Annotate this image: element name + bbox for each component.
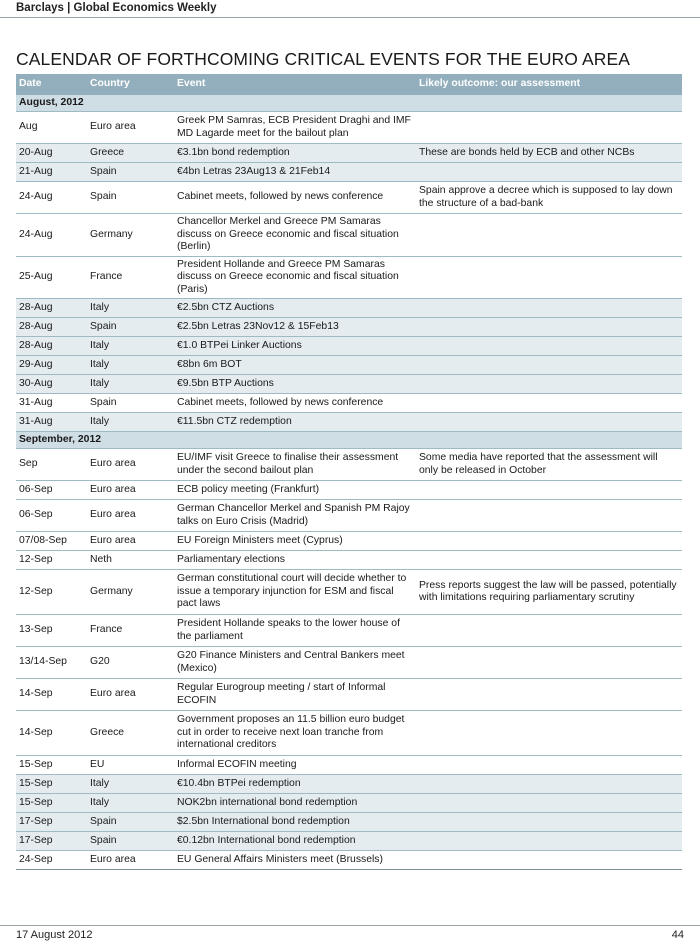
cell-event: €11.5bn CTZ redemption bbox=[174, 413, 416, 432]
cell-country: Germany bbox=[87, 214, 174, 257]
cell-date: 12-Sep bbox=[16, 570, 87, 615]
table-row bbox=[16, 775, 682, 794]
cell-outcome bbox=[416, 163, 682, 182]
table-row bbox=[16, 481, 682, 500]
table-row bbox=[16, 551, 682, 570]
cell-date: Sep bbox=[16, 449, 87, 481]
table-row bbox=[16, 299, 682, 318]
cell-date: 15-Sep bbox=[16, 756, 87, 775]
cell-date: Aug bbox=[16, 112, 87, 144]
cell-outcome bbox=[416, 794, 682, 813]
cell-outcome bbox=[416, 532, 682, 551]
cell-country: Spain bbox=[87, 163, 174, 182]
cell-event: $2.5bn International bond redemption bbox=[174, 813, 416, 832]
cell-outcome bbox=[416, 679, 682, 711]
cell-outcome: Spain approve a decree which is supposed to lay down the structure of a bad-bank bbox=[416, 182, 682, 214]
cell-date: 29-Aug bbox=[16, 356, 87, 375]
table-row bbox=[16, 337, 682, 356]
cell-event: €2.5bn CTZ Auctions bbox=[174, 299, 416, 318]
table-row bbox=[16, 256, 682, 299]
cell-outcome bbox=[416, 551, 682, 570]
footer-divider bbox=[0, 925, 700, 926]
cell-country: Spain bbox=[87, 813, 174, 832]
cell-date: 21-Aug bbox=[16, 163, 87, 182]
cell-date: 24-Aug bbox=[16, 214, 87, 257]
cell-outcome bbox=[416, 356, 682, 375]
cell-outcome bbox=[416, 615, 682, 647]
table-row bbox=[16, 532, 682, 551]
table-row bbox=[16, 394, 682, 413]
table-row bbox=[16, 356, 682, 375]
table-row bbox=[16, 615, 682, 647]
cell-country: Greece bbox=[87, 144, 174, 163]
table-row bbox=[16, 756, 682, 775]
cell-event: German constitutional court will decide whether to issue a temporary injunction for ESM and fiscal pact laws bbox=[174, 570, 416, 615]
cell-date: 17-Sep bbox=[16, 832, 87, 851]
cell-event: €1.0 BTPei Linker Auctions bbox=[174, 337, 416, 356]
cell-date: 28-Aug bbox=[16, 318, 87, 337]
table-row bbox=[16, 794, 682, 813]
running-header bbox=[0, 0, 700, 18]
cell-outcome: Press reports suggest the law will be passed, potentially with limitations requiring parliamentary scrutiny bbox=[416, 570, 682, 615]
cell-country: Spain bbox=[87, 394, 174, 413]
cell-date: 31-Aug bbox=[16, 394, 87, 413]
cell-outcome: These are bonds held by ECB and other NCBs bbox=[416, 144, 682, 163]
cell-country: Euro area bbox=[87, 112, 174, 144]
cell-country: Italy bbox=[87, 337, 174, 356]
table-row bbox=[16, 813, 682, 832]
column-header-outcome: Likely outcome: our assessment bbox=[416, 74, 682, 95]
cell-outcome bbox=[416, 756, 682, 775]
section-label: August, 2012 bbox=[16, 95, 682, 112]
cell-country: EU bbox=[87, 756, 174, 775]
cell-event: €8bn 6m BOT bbox=[174, 356, 416, 375]
cell-event: Informal ECOFIN meeting bbox=[174, 756, 416, 775]
page-title: CALENDAR OF FORTHCOMING CRITICAL EVENTS FOR THE EURO AREA bbox=[16, 48, 631, 69]
cell-outcome bbox=[416, 214, 682, 257]
cell-country: Greece bbox=[87, 711, 174, 756]
cell-country: Italy bbox=[87, 775, 174, 794]
cell-country: Euro area bbox=[87, 679, 174, 711]
cell-country: Euro area bbox=[87, 449, 174, 481]
events-calendar-table bbox=[16, 74, 682, 870]
cell-country: Italy bbox=[87, 375, 174, 394]
cell-outcome: Some media have reported that the assessment will only be released in October bbox=[416, 449, 682, 481]
column-header-date: Date bbox=[16, 74, 87, 95]
table-row bbox=[16, 832, 682, 851]
table-row bbox=[16, 375, 682, 394]
cell-country: Italy bbox=[87, 794, 174, 813]
cell-outcome bbox=[416, 500, 682, 532]
cell-event: €4bn Letras 23Aug13 & 21Feb14 bbox=[174, 163, 416, 182]
cell-outcome bbox=[416, 775, 682, 794]
cell-event: NOK2bn international bond redemption bbox=[174, 794, 416, 813]
cell-date: 15-Sep bbox=[16, 794, 87, 813]
cell-date: 07/08-Sep bbox=[16, 532, 87, 551]
page-number: 44 bbox=[671, 929, 684, 941]
cell-event: Cabinet meets, followed by news conference bbox=[174, 394, 416, 413]
cell-country: Italy bbox=[87, 356, 174, 375]
cell-outcome bbox=[416, 413, 682, 432]
header-text: Barclays | Global Economics Weekly bbox=[16, 2, 217, 14]
cell-event: €0.12bn International bond redemption bbox=[174, 832, 416, 851]
cell-date: 06-Sep bbox=[16, 481, 87, 500]
section-header-row bbox=[16, 95, 682, 112]
column-header-country: Country bbox=[87, 74, 174, 95]
table-header-row bbox=[16, 74, 682, 95]
cell-country: Italy bbox=[87, 413, 174, 432]
cell-country: Euro area bbox=[87, 500, 174, 532]
cell-outcome bbox=[416, 256, 682, 299]
cell-event: President Hollande and Greece PM Samaras discuss on Greece economic and fiscal situation (Paris) bbox=[174, 256, 416, 299]
cell-event: Chancellor Merkel and Greece PM Samaras discuss on Greece economic and fiscal situation (Berlin) bbox=[174, 214, 416, 257]
cell-date: 17-Sep bbox=[16, 813, 87, 832]
cell-event: Greek PM Samras, ECB President Draghi and IMF MD Lagarde meet for the bailout plan bbox=[174, 112, 416, 144]
cell-event: €10.4bn BTPei redemption bbox=[174, 775, 416, 794]
cell-country: Euro area bbox=[87, 532, 174, 551]
cell-event: EU/IMF visit Greece to finalise their assessment under the second bailout plan bbox=[174, 449, 416, 481]
cell-date: 15-Sep bbox=[16, 775, 87, 794]
cell-date: 14-Sep bbox=[16, 711, 87, 756]
table-row bbox=[16, 413, 682, 432]
cell-country: Euro area bbox=[87, 851, 174, 870]
footer-date: 17 August 2012 bbox=[16, 929, 93, 941]
cell-date: 13-Sep bbox=[16, 615, 87, 647]
cell-event: ECB policy meeting (Frankfurt) bbox=[174, 481, 416, 500]
cell-outcome bbox=[416, 337, 682, 356]
table-row bbox=[16, 163, 682, 182]
cell-event: Government proposes an 11.5 billion euro budget cut in order to receive next loan tranche from international creditors bbox=[174, 711, 416, 756]
cell-date: 25-Aug bbox=[16, 256, 87, 299]
cell-country: Spain bbox=[87, 832, 174, 851]
cell-event: €2.5bn Letras 23Nov12 & 15Feb13 bbox=[174, 318, 416, 337]
cell-outcome bbox=[416, 394, 682, 413]
table-row bbox=[16, 449, 682, 481]
cell-country: Germany bbox=[87, 570, 174, 615]
column-header-event: Event bbox=[174, 74, 416, 95]
table-body bbox=[16, 95, 682, 870]
section-header-row bbox=[16, 432, 682, 449]
cell-date: 14-Sep bbox=[16, 679, 87, 711]
cell-outcome bbox=[416, 851, 682, 870]
cell-outcome bbox=[416, 711, 682, 756]
cell-event: President Hollande speaks to the lower house of the parliament bbox=[174, 615, 416, 647]
table-row bbox=[16, 851, 682, 870]
table-row bbox=[16, 679, 682, 711]
cell-outcome bbox=[416, 481, 682, 500]
cell-country: Euro area bbox=[87, 481, 174, 500]
cell-event: Parliamentary elections bbox=[174, 551, 416, 570]
cell-event: EU Foreign Ministers meet (Cyprus) bbox=[174, 532, 416, 551]
cell-date: 06-Sep bbox=[16, 500, 87, 532]
cell-event: EU General Affairs Ministers meet (Brussels) bbox=[174, 851, 416, 870]
cell-country: Spain bbox=[87, 318, 174, 337]
cell-date: 12-Sep bbox=[16, 551, 87, 570]
table-row bbox=[16, 144, 682, 163]
cell-event: Cabinet meets, followed by news conference bbox=[174, 182, 416, 214]
cell-event: Regular Eurogroup meeting / start of Informal ECOFIN bbox=[174, 679, 416, 711]
cell-date: 31-Aug bbox=[16, 413, 87, 432]
cell-date: 30-Aug bbox=[16, 375, 87, 394]
table-row bbox=[16, 214, 682, 257]
cell-date: 28-Aug bbox=[16, 337, 87, 356]
cell-outcome bbox=[416, 375, 682, 394]
table-row bbox=[16, 711, 682, 756]
cell-country: France bbox=[87, 615, 174, 647]
cell-country: France bbox=[87, 256, 174, 299]
cell-country: Spain bbox=[87, 182, 174, 214]
table-row bbox=[16, 318, 682, 337]
cell-event: €3.1bn bond redemption bbox=[174, 144, 416, 163]
table-row bbox=[16, 570, 682, 615]
table-row bbox=[16, 182, 682, 214]
table-row bbox=[16, 112, 682, 144]
cell-date: 13/14-Sep bbox=[16, 647, 87, 679]
cell-outcome bbox=[416, 318, 682, 337]
table-row bbox=[16, 500, 682, 532]
cell-event: German Chancellor Merkel and Spanish PM Rajoy talks on Euro Crisis (Madrid) bbox=[174, 500, 416, 532]
cell-outcome bbox=[416, 813, 682, 832]
cell-date: 24-Aug bbox=[16, 182, 87, 214]
cell-outcome bbox=[416, 299, 682, 318]
cell-event: G20 Finance Ministers and Central Bankers meet (Mexico) bbox=[174, 647, 416, 679]
cell-country: G20 bbox=[87, 647, 174, 679]
cell-date: 20-Aug bbox=[16, 144, 87, 163]
cell-country: Italy bbox=[87, 299, 174, 318]
cell-date: 24-Sep bbox=[16, 851, 87, 870]
cell-event: €9.5bn BTP Auctions bbox=[174, 375, 416, 394]
cell-outcome bbox=[416, 112, 682, 144]
table-row bbox=[16, 647, 682, 679]
section-label: September, 2012 bbox=[16, 432, 682, 449]
cell-outcome bbox=[416, 832, 682, 851]
cell-date: 28-Aug bbox=[16, 299, 87, 318]
cell-outcome bbox=[416, 647, 682, 679]
cell-country: Neth bbox=[87, 551, 174, 570]
